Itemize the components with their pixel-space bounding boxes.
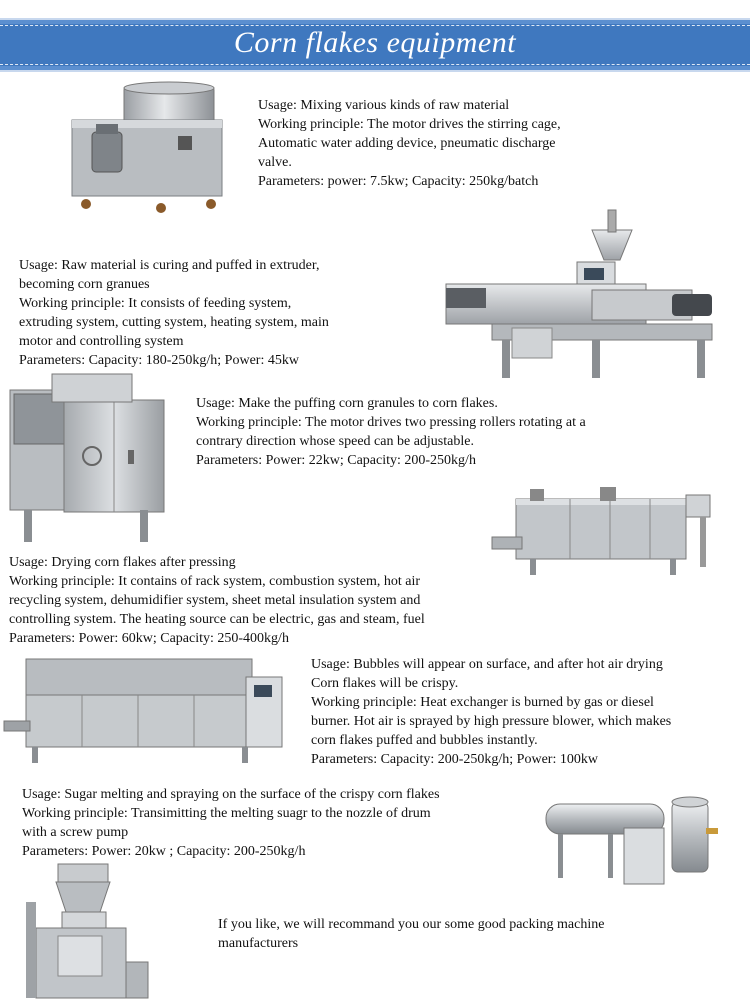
dryer-principle-line1: Working principle: It contains of rack system, combustion system, hot air — [9, 574, 421, 589]
packing-description — [218, 915, 604, 953]
page-title: Corn flakes equipment — [233, 26, 517, 59]
flaking-usage: Usage: Make the puffing corn granules to corn flakes. — [196, 396, 498, 411]
coating-principle-line1: Working principle: Transimitting the melting suagr to the nozzle of drum — [22, 806, 431, 821]
dryer-principle-line3: controlling system. The heating source can be electric, gas and steam, fuel — [9, 612, 425, 627]
oven-usage-line1: Usage: Bubbles will appear on surface, and after hot air drying — [311, 657, 663, 672]
mixer-machine-image — [66, 80, 226, 220]
mixer-principle-line3: valve. — [258, 155, 292, 170]
mixer-parameters: Parameters: power: 7.5kw; Capacity: 250kg/batch — [258, 174, 539, 189]
mixer-usage: Usage: Mixing various kinds of raw material — [258, 98, 510, 113]
mixer-principle-line2: Automatic water adding device, pneumatic discharge — [258, 136, 556, 151]
coating-parameters: Parameters: Power: 20kw ; Capacity: 200-250kg/h — [22, 844, 306, 859]
dryer-parameters: Parameters: Power: 60kw; Capacity: 250-400kg/h — [9, 631, 289, 646]
extruder-parameters: Parameters: Capacity: 180-250kg/h; Power: 45kw — [19, 353, 299, 368]
dryer-usage: Usage: Drying corn flakes after pressing — [9, 555, 236, 570]
extruder-principle-line3: motor and controlling system — [19, 334, 184, 349]
oven-principle-line1: Working principle: Heat exchanger is burned by gas or diesel — [311, 695, 654, 710]
flaking-description — [196, 394, 586, 470]
oven-usage-line2: Corn flakes will be crispy. — [311, 676, 459, 691]
dryer-machine-image — [490, 485, 720, 580]
flaking-principle-line2: contrary direction whose speed can be adjustable. — [196, 434, 474, 449]
oven-parameters: Parameters: Capacity: 200-250kg/h; Power: 100kw — [311, 752, 598, 767]
coating-description — [22, 785, 440, 861]
baking-oven-image — [2, 655, 292, 767]
coating-usage: Usage: Sugar melting and spraying on the surface of the crispy corn flakes — [22, 787, 440, 802]
extruder-principle-line2: extruding system, cutting system, heating system, main — [19, 315, 329, 330]
extruder-usage-line2: becoming corn granues — [19, 277, 150, 292]
packing-line1: If you like, we will recommand you our some good packing machine — [218, 917, 605, 932]
coating-principle-line2: with a screw pump — [22, 825, 129, 840]
dryer-principle-line2: recycling system, dehumidifier system, sheet metal insulation system and — [9, 593, 421, 608]
oven-principle-line2: burner. Hot air is sprayed by high pressure blower, which makes — [311, 714, 672, 729]
extruder-machine-image — [442, 200, 722, 385]
flaking-principle-line1: Working principle: The motor drives two pressing rollers rotating at a — [196, 415, 586, 430]
mixer-principle-line1: Working principle: The motor drives the stirring cage, — [258, 117, 561, 132]
banner-stitch-bottom — [0, 64, 750, 65]
mixer-description — [258, 96, 561, 191]
packing-machine-image — [22, 862, 152, 1000]
title-banner — [0, 18, 750, 72]
packing-line2: manufacturers — [218, 936, 299, 951]
sugar-coating-machine-image — [538, 778, 723, 888]
dryer-description — [9, 553, 425, 648]
extruder-description — [19, 256, 329, 370]
oven-description — [311, 655, 671, 769]
extruder-principle-line1: Working principle: It consists of feeding system, — [19, 296, 292, 311]
extruder-usage-line1: Usage: Raw material is curing and puffed in extruder, — [19, 258, 320, 273]
flaking-mill-image — [4, 370, 170, 545]
oven-principle-line3: corn flakes puffed and bubbles instantly. — [311, 733, 538, 748]
flaking-parameters: Parameters: Power: 22kw; Capacity: 200-250kg/h — [196, 453, 476, 468]
